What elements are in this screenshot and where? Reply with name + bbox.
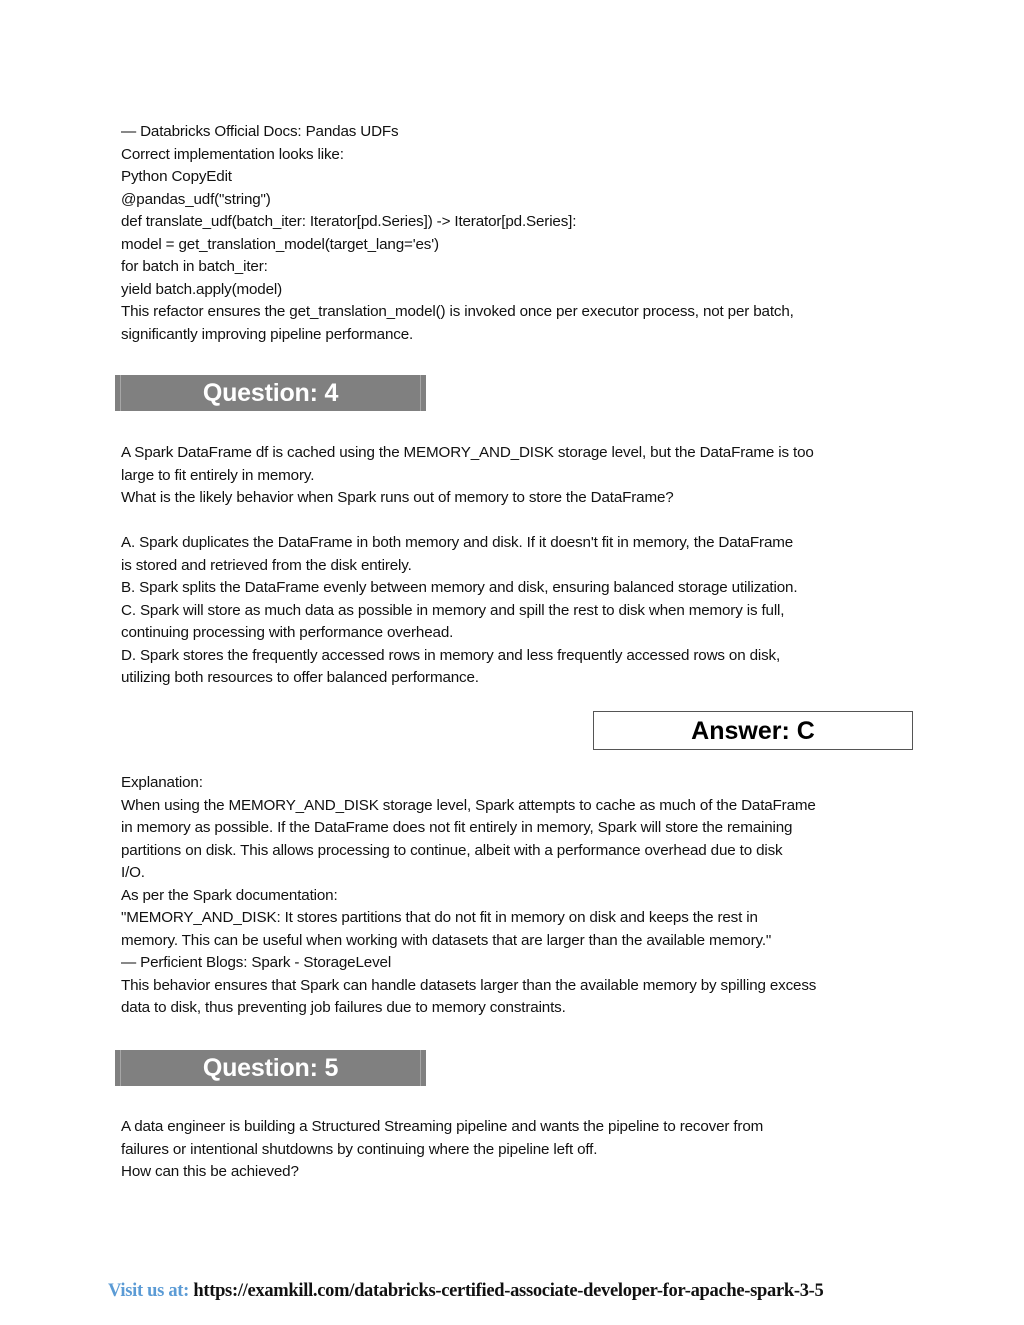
code-line: for batch in batch_iter:: [121, 258, 268, 275]
page-footer: [108, 1281, 824, 1302]
code-line: model = get_translation_model(target_lang='es'): [121, 235, 439, 253]
code-line: def translate_udf(batch_iter: Iterator[pd.Series]) -> Iterator[pd.Series]:: [121, 213, 577, 230]
code-label: Python CopyEdit: [121, 168, 232, 185]
source-citation: — Perficient Blogs: Spark - StorageLevel: [121, 954, 392, 971]
question-stem-line: How can this be achieved?: [121, 1163, 299, 1180]
option-c: C. Spark will store as much data as possible in memory and spill the rest to disk when memory is full,: [121, 601, 785, 619]
answer-label: Answer: C: [691, 717, 815, 745]
explanation-line: partitions on disk. This allows processing to continue, albeit with a performance overhead due to disk: [121, 841, 783, 859]
option-d: D. Spark stores the frequently accessed rows in memory and less frequently accessed rows on disk,: [121, 646, 781, 664]
question-4-explanation: [121, 772, 911, 1020]
question-5-body: [121, 1116, 911, 1184]
explanation-line: This behavior ensures that Spark can handle datasets larger than the available memory by spilling excess: [121, 976, 817, 994]
quote-line: memory. This can be useful when working with datasets that are larger than the available memory.": [121, 931, 772, 949]
question-stem-line: large to fit entirely in memory.: [121, 466, 315, 484]
source-citation: — Databricks Official Docs: Pandas UDFs: [121, 123, 399, 140]
code-line: yield batch.apply(model): [121, 280, 283, 298]
question-stem-line: failures or intentional shutdowns by continuing where the pipeline left off.: [121, 1140, 598, 1158]
question-5-banner: [115, 1050, 426, 1086]
option-d-continued: utilizing both resources to offer balanced performance.: [121, 669, 479, 686]
explanation-line: Correct implementation looks like:: [121, 145, 344, 163]
explanation-line: significantly improving pipeline performance.: [121, 325, 414, 343]
code-line: @pandas_udf("string"): [121, 190, 271, 208]
explanation-line: When using the MEMORY_AND_DISK storage level, Spark attempts to cache as much of the DataFrame: [121, 796, 816, 814]
option-a: A. Spark duplicates the DataFrame in both memory and disk. If it doesn't fit in memory, the DataFrame: [121, 534, 794, 551]
option-a-continued: is stored and retrieved from the disk entirely.: [121, 556, 412, 574]
option-c-continued: continuing processing with performance overhead.: [121, 624, 454, 641]
option-b: B. Spark splits the DataFrame evenly between memory and disk, ensuring balanced storage utilization.: [121, 579, 798, 596]
footer-url-link[interactable]: https://examkill.com/databricks-certified-associate-developer-for-apache-spark-3-5: [193, 1281, 824, 1301]
question-4-title: Question: 4: [202, 379, 339, 407]
footer-label: Visit us at:: [108, 1281, 194, 1301]
explanation-heading: Explanation:: [121, 774, 203, 791]
spacer: [121, 510, 911, 533]
explanation-line: data to disk, thus preventing job failures due to memory constraints.: [121, 999, 566, 1016]
question-stem-line: A data engineer is building a Structured Streaming pipeline and wants the pipeline to recover from: [121, 1118, 764, 1135]
quote-line: "MEMORY_AND_DISK: It stores partitions that do not fit in memory on disk and keeps the rest in: [121, 909, 758, 926]
question-4-body: [121, 442, 911, 690]
explanation-line: As per the Spark documentation:: [121, 886, 338, 904]
explanation-line: in memory as possible. If the DataFrame does not fit entirely in memory, Spark will store the remaining: [121, 819, 793, 836]
question-stem-line: A Spark DataFrame df is cached using the MEMORY_AND_DISK storage level, but the DataFrame is too: [121, 444, 814, 461]
question-4-banner: [115, 375, 426, 411]
explanation-line: I/O.: [121, 864, 145, 881]
answer-box: [593, 711, 913, 750]
question-stem-line: What is the likely behavior when Spark runs out of memory to store the DataFrame?: [121, 489, 674, 506]
question-5-title: Question: 5: [202, 1054, 339, 1082]
explanation-line: This refactor ensures the get_translation_model() is invoked once per executor process, not per batch,: [121, 303, 794, 320]
previous-explanation: [121, 121, 911, 346]
